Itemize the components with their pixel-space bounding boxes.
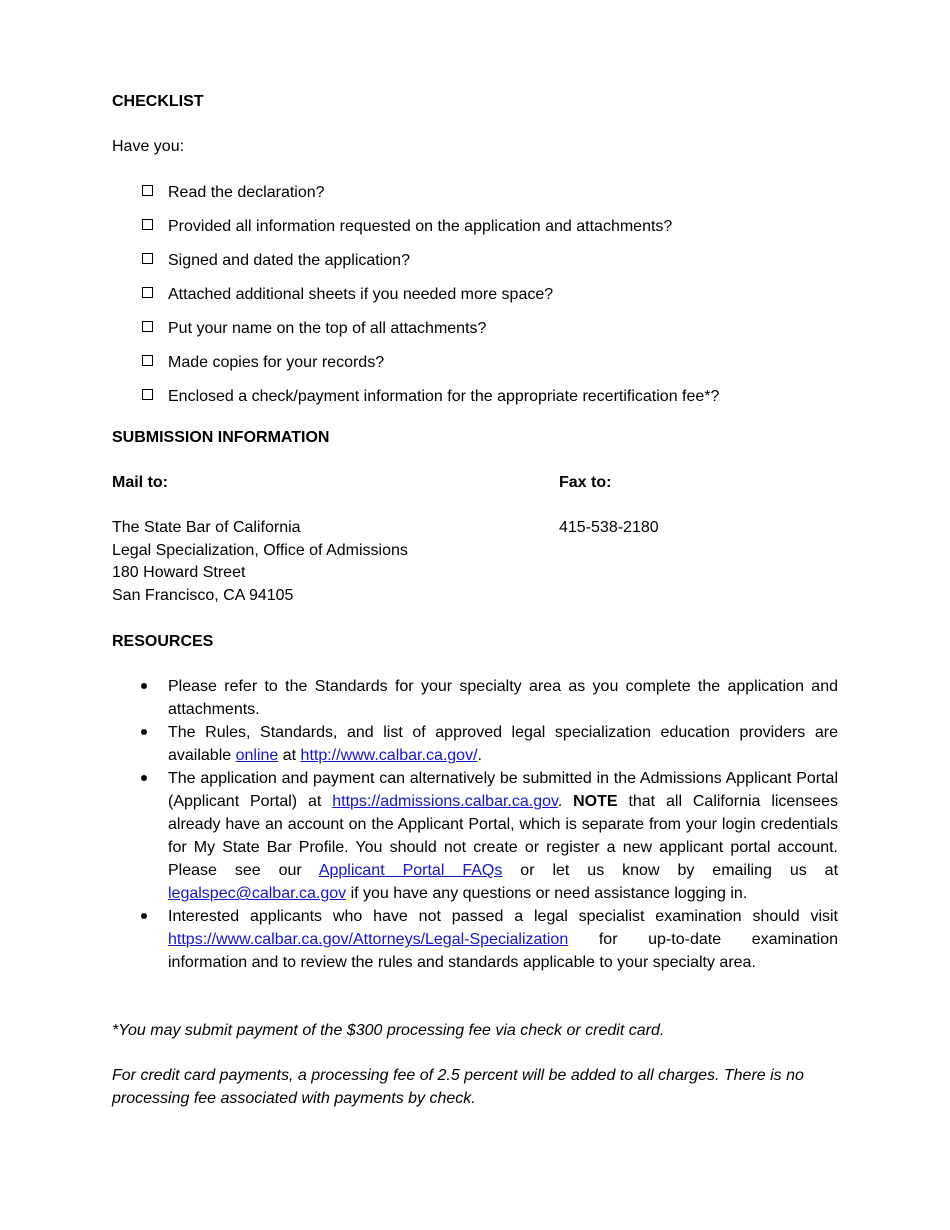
checklist-intro: Have you:: [112, 138, 185, 155]
address-line: San Francisco, CA 94105: [112, 586, 294, 604]
checkbox-icon[interactable]: [142, 321, 153, 332]
checklist-item-label: Put your name on the top of all attachments?: [168, 320, 487, 337]
legalspec-email-link[interactable]: legalspec@calbar.ca.gov: [168, 885, 347, 903]
checklist-item: [112, 317, 838, 351]
submission-columns: [112, 471, 838, 607]
document-page: [112, 90, 838, 1110]
mail-address: [112, 517, 559, 607]
resource-item: [112, 905, 838, 974]
fax-number: 415-538-2180: [559, 519, 659, 536]
checklist-item-label: Made copies for your records?: [168, 354, 385, 371]
resource-text: if you have any questions or need assistance logging in.: [346, 885, 748, 903]
resources-heading: RESOURCES: [112, 633, 214, 651]
bullet-icon: [141, 729, 147, 735]
resource-text: Please refer to the Standards for your specialty area as you complete the application and attachments.: [168, 678, 838, 719]
checkbox-icon[interactable]: [142, 253, 153, 264]
bullet-icon: [141, 913, 147, 919]
resource-text: .: [477, 747, 482, 765]
checklist-heading: CHECKLIST: [112, 93, 204, 110]
note-label: NOTE: [573, 793, 618, 811]
fax-column: [559, 471, 838, 607]
resource-text: .: [557, 793, 574, 811]
checklist-item-label: Attached additional sheets if you needed more space?: [168, 286, 554, 303]
resource-item: [112, 721, 838, 767]
checklist-item-label: Enclosed a check/payment information for the appropriate recertification fee*?: [168, 388, 720, 405]
resource-item: [112, 675, 838, 721]
bullet-icon: [141, 775, 147, 781]
resource-text: The Rules, Standards, and list of approved legal specialization education providers are available: [168, 724, 838, 765]
checklist-item-label: Provided all information requested on the application and attachments?: [168, 218, 673, 235]
address-line: 180 Howard Street: [112, 564, 246, 582]
credit-card-footnote: For credit card payments, a processing fee of 2.5 percent will be added to all charges. There is no processing fee associated with payments by check.: [112, 1067, 804, 1108]
online-link[interactable]: online: [235, 747, 279, 765]
mail-label: Mail to:: [112, 474, 168, 491]
admissions-portal-link[interactable]: https://admissions.calbar.ca.gov: [332, 793, 558, 811]
checkbox-icon[interactable]: [142, 219, 153, 230]
resource-text: for up-to-date examination information and to review the rules and standards applicable to your specialty area.: [168, 931, 838, 972]
checklist: [112, 181, 838, 419]
checklist-item: [112, 283, 838, 317]
checklist-item: [112, 181, 838, 215]
resources-list: [112, 675, 838, 974]
checklist-item-label: Read the declaration?: [168, 184, 325, 201]
resource-item: [112, 767, 838, 905]
checkbox-icon[interactable]: [142, 185, 153, 196]
payment-footnote: *You may submit payment of the $300 processing fee via check or credit card.: [112, 1022, 665, 1040]
resource-text: at: [278, 747, 301, 765]
submission-heading: SUBMISSION INFORMATION: [112, 429, 330, 446]
checkbox-icon[interactable]: [142, 287, 153, 298]
checklist-item: [112, 385, 838, 419]
mail-column: [112, 471, 559, 607]
legal-specialization-link[interactable]: https://www.calbar.ca.gov/Attorneys/Legal-Specialization: [168, 931, 569, 949]
fax-label: Fax to:: [559, 474, 612, 491]
address-line: Legal Specialization, Office of Admissions: [112, 541, 408, 559]
checklist-item: [112, 351, 838, 385]
resource-text: The application and payment can alternatively be submitted in the Admissions Applicant Portal (Applicant Portal) at: [168, 770, 838, 811]
address-line: The State Bar of California: [112, 519, 301, 536]
resource-text: or let us know by emailing us at: [502, 862, 839, 880]
calbar-website-link[interactable]: http://www.calbar.ca.gov/: [300, 747, 478, 765]
checklist-item: [112, 215, 838, 249]
checklist-item-label: Signed and dated the application?: [168, 252, 410, 269]
applicant-portal-faqs-link[interactable]: Applicant Portal FAQs: [318, 862, 503, 880]
bullet-icon: [141, 683, 147, 689]
resource-text: that all California licensees already have an account on the Applicant Portal, which is separate from your login credentials for My State Bar Profile. You should not create or register a new applicant portal account. Please see our: [168, 793, 839, 880]
checklist-item: [112, 249, 838, 283]
checkbox-icon[interactable]: [142, 355, 153, 366]
checkbox-icon[interactable]: [142, 389, 153, 400]
resource-text: Interested applicants who have not passed a legal specialist examination should visit: [168, 908, 838, 926]
